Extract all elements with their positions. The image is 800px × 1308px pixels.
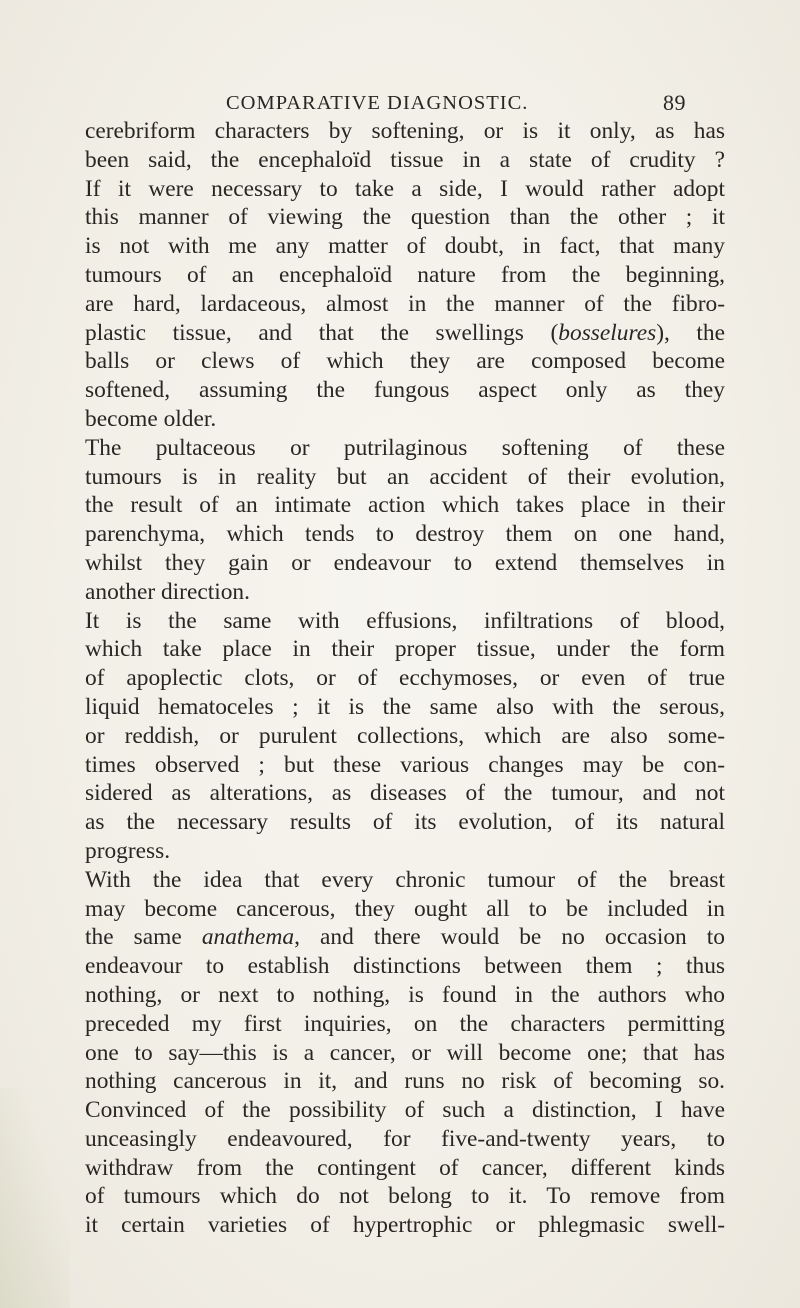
- italic-term: bosselures: [558, 319, 657, 346]
- text-line: times observed ; but these various changes may be con-: [85, 751, 725, 778]
- text-line: endeavour to establish distinctions between them ; thus: [85, 953, 725, 980]
- text-line: cerebriform characters by softening, or is it only, as has: [85, 118, 725, 144]
- page-number: 89: [663, 90, 686, 115]
- text-line: of tumours which do not belong to it. To remove from: [85, 1183, 725, 1210]
- text-line: unceasingly endeavoured, for five-and-twenty years, to: [85, 1125, 725, 1152]
- text-line: this manner of viewing the question than the other ; it: [85, 204, 725, 231]
- paragraph-start-line: The pultaceous or putrilaginous softening of these: [85, 434, 725, 461]
- text-line: is not with me any matter of doubt, in fact, that many: [85, 233, 725, 260]
- text-line: which take place in their proper tissue, under the form: [85, 636, 725, 663]
- text-line: nothing cancerous in it, and runs no risk of becoming so.: [85, 1068, 725, 1095]
- text-line: progress.: [85, 837, 171, 864]
- text-line: another direction.: [85, 578, 250, 605]
- text-line: it certain varieties of hypertrophic or phlegmasic swell-: [85, 1212, 725, 1239]
- paragraph-start-line: It is the same with effusions, infiltrations of blood,: [85, 607, 725, 634]
- text-line: of apoplectic clots, or of ecchymoses, or even of true: [85, 665, 725, 692]
- running-header: [226, 86, 686, 120]
- text-line: If it were necessary to take a side, I would rather adopt: [85, 175, 725, 202]
- text-line: tumours is in reality but an accident of their evolution,: [85, 463, 725, 490]
- paragraph-start-line: With the idea that every chronic tumour of the breast: [85, 866, 725, 893]
- text-line: are hard, lardaceous, almost in the manner of the fibro-: [85, 290, 725, 317]
- text-line: sidered as alterations, as diseases of the tumour, and not: [85, 780, 725, 807]
- text-line: one to say—this is a cancer, or will become one; that has: [85, 1039, 725, 1066]
- text-line: nothing, or next to nothing, is found in the authors who: [85, 981, 725, 1008]
- text-line: become older.: [85, 405, 217, 432]
- text-line: liquid hematoceles ; it is the same also with the serous,: [85, 693, 725, 720]
- text-line: withdraw from the contingent of cancer, different kinds: [85, 1154, 725, 1181]
- text-line: the same anathema, and there would be no occasion to: [85, 924, 725, 951]
- text-line: parenchyma, which tends to destroy them on one hand,: [85, 521, 725, 548]
- text-line: balls or clews of which they are composed become: [85, 348, 725, 375]
- italic-term: anathema: [201, 924, 295, 951]
- text-line: may become cancerous, they ought all to be included in: [85, 895, 725, 922]
- text-line: been said, the encephaloïd tissue in a state of crudity ?: [85, 146, 725, 173]
- text-line: or reddish, or purulent collections, which are also some-: [85, 722, 725, 749]
- text-line: Convinced of the possibility of such a distinction, I have: [85, 1097, 725, 1124]
- page-edge-discoloration: [0, 1088, 70, 1308]
- text-line: preceded my first inquiries, on the characters permitting: [85, 1010, 725, 1037]
- text-line: softened, assuming the fungous aspect only as they: [85, 377, 725, 404]
- running-title: COMPARATIVE DIAGNOSTIC.: [226, 92, 529, 114]
- text-line: tumours of an encephaloïd nature from the beginning,: [85, 261, 725, 288]
- text-line: whilst they gain or endeavour to extend themselves in: [85, 549, 725, 576]
- text-line: plastic tissue, and that the swellings (bosselures), the: [85, 319, 726, 346]
- body-text: [85, 117, 725, 1240]
- text-line: the result of an intimate action which takes place in their: [85, 492, 725, 519]
- text-line: as the necessary results of its evolution, of its natural: [85, 809, 725, 836]
